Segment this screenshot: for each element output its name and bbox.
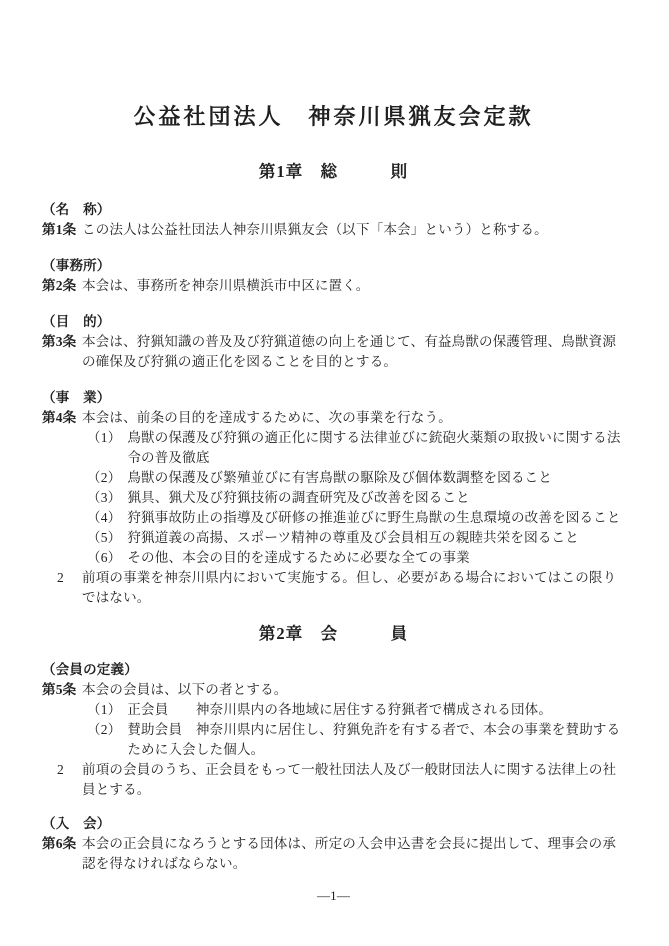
section-office — [42, 256, 625, 296]
list-item — [42, 720, 625, 760]
section-label-name: （名 称） — [42, 202, 111, 217]
paragraph-text: 前項の事業を神奈川県内において実施する。但し、必要がある場合においてはこの限りではない。 — [82, 570, 617, 605]
list-item-text: 鳥獣の保護及び狩猟の適正化に関する法律並びに銃砲火薬類の取扱いに関する法令の普及徹底 — [127, 430, 621, 465]
page-number: —1— — [316, 888, 351, 903]
list-item-marker: （2） — [87, 722, 122, 737]
list-item — [42, 528, 625, 548]
section-label-business: （事 業） — [42, 390, 111, 405]
paragraph-number: 2 — [57, 570, 64, 585]
list-item-marker: （1） — [87, 430, 122, 445]
list-item — [42, 700, 625, 720]
section-label-member-definition: （会員の定義） — [42, 662, 138, 677]
list-item-marker: （2） — [87, 470, 122, 485]
list-item-marker: （3） — [87, 490, 122, 505]
article-4-text: 本会は、前条の目的を達成するために、次の事業を行なう。 — [82, 410, 452, 425]
list-item-marker: （4） — [87, 510, 122, 525]
chapter-1-heading: 第1章 総 則 — [258, 162, 409, 181]
section-name — [42, 200, 625, 240]
article-2-number: 第2条 — [42, 278, 77, 293]
section-member-definition — [42, 660, 625, 800]
article-5-paragraph-2 — [42, 760, 625, 800]
paragraph-text: 前項の会員のうち、正会員をもって一般社団法人及び一般財団法人に関する法律上の社員とする。 — [82, 762, 617, 797]
article-4-paragraph-2 — [42, 568, 625, 608]
list-item-text: 猟具、猟犬及び狩猟技術の調査研究及び改善を図ること — [127, 490, 470, 505]
document-title: 公益社団法人 神奈川県猟友会定款 — [133, 104, 534, 129]
list-item — [42, 488, 625, 508]
section-label-admission: （入 会） — [42, 816, 111, 831]
article-4 — [42, 408, 625, 428]
article-1-number: 第1条 — [42, 222, 77, 237]
list-item-text: 賛助会員 神奈川県内に居住し、狩猟免許を有する者で、本会の事業を賛助するために入会した個人。 — [127, 722, 621, 757]
list-item — [42, 548, 625, 568]
article-3-number: 第3条 — [42, 334, 77, 349]
article-2 — [42, 276, 625, 296]
list-item — [42, 428, 625, 468]
list-item-text: 鳥獣の保護及び繁殖並びに有害鳥獣の駆除及び個体数調整を図ること — [127, 470, 553, 485]
article-6-number: 第6条 — [42, 836, 77, 851]
article-3 — [42, 332, 625, 372]
article-5-number: 第5条 — [42, 682, 77, 697]
article-5-text: 本会の会員は、以下の者とする。 — [82, 682, 288, 697]
section-purpose — [42, 312, 625, 372]
article-1-text: この法人は公益社団法人神奈川県猟友会（以下「本会」という）と称する。 — [82, 222, 548, 237]
section-label-purpose: （目 的） — [42, 314, 111, 329]
chapter-2-heading: 第2章 会 員 — [258, 624, 409, 643]
list-item-text: 狩猟事故防止の指導及び研修の推進並びに野生鳥獣の生息環境の改善を図ること — [127, 510, 621, 525]
page-footer — [42, 886, 625, 906]
list-item-marker: （5） — [87, 530, 122, 545]
article-5 — [42, 680, 625, 700]
list-item — [42, 508, 625, 528]
list-item-text: その他、本会の目的を達成するために必要な全ての事業 — [127, 550, 470, 565]
section-admission — [42, 814, 625, 874]
article-6-text: 本会の正会員になろうとする団体は、所定の入会申込書を会長に提出して、理事会の承認を得なければならない。 — [82, 836, 617, 871]
list-item-text: 正会員 神奈川県内の各地域に居住する狩猟者で構成される団体。 — [127, 702, 553, 717]
list-item-marker: （6） — [87, 550, 122, 565]
list-item-text: 狩猟道義の高揚、スポーツ精神の尊重及び会員相互の親睦共栄を図ること — [127, 530, 579, 545]
article-6 — [42, 834, 625, 874]
list-item — [42, 468, 625, 488]
paragraph-number: 2 — [57, 762, 64, 777]
list-item-marker: （1） — [87, 702, 122, 717]
article-3-text: 本会は、狩猟知識の普及及び狩猟道徳の向上を通じて、有益鳥獣の保護管理、鳥獣資源の確保及び狩猟の適正化を図ることを目的とする。 — [82, 334, 617, 369]
article-1 — [42, 220, 625, 240]
article-2-text: 本会は、事務所を神奈川県横浜市中区に置く。 — [82, 278, 370, 293]
section-business — [42, 388, 625, 608]
article-4-number: 第4条 — [42, 410, 77, 425]
section-label-office: （事務所） — [42, 258, 111, 273]
